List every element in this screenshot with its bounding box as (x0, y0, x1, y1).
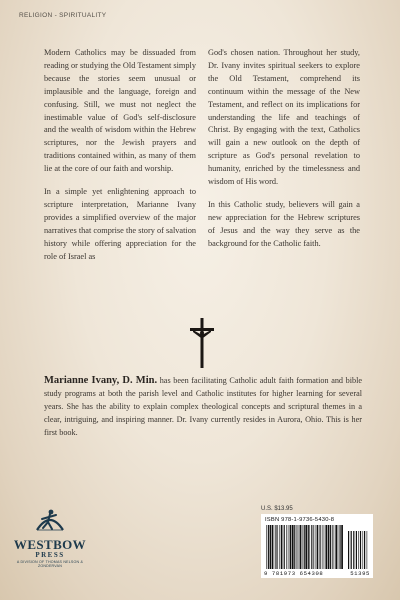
barcode (261, 514, 373, 578)
blurb-paragraph: In a simple yet enlightening approach to scripture interpretation, Marianne Ivany provides a simplified overview of the major narratives that comprise the story of salvation history while offering appreciation for the role of Israel as (44, 187, 196, 261)
blurb-paragraph: In this Catholic study, believers will gain a new appreciation for the Hebrew scriptures of Jesus and the way they serve as the background for the Catholic faith. (208, 199, 360, 248)
publisher-name: WESTBOW (13, 537, 87, 552)
category-label: RELIGION - SPIRITUALITY (19, 12, 107, 19)
author-bio-text: has been facilitating Catholic adult faith formation and bible study programs at both the parish level and Catholic institutes for higher learning for several years. She has the ability to explain complex theological concepts and scriptural themes in a clear, intriguing, and inspiring manner. Dr. Ivany currently resides in Aurora, Ohio. This is her first book. (44, 376, 362, 437)
crucifix-icon (190, 318, 214, 368)
barcode-bars (264, 525, 370, 569)
publisher-logo (8, 506, 92, 596)
barcode-addon: 51395 (350, 570, 370, 577)
westbow-logo-icon (33, 506, 67, 536)
ean-digits (264, 570, 370, 577)
ean-number: 9 781973 654308 (264, 570, 324, 577)
price-label: U.S. $13.95 (261, 506, 293, 512)
author-name: Marianne Ivany, D. Min. (44, 375, 158, 386)
blurb-paragraph: Modern Catholics may be dissuaded from reading or studying the Old Testament simply because the stories seem unusual or implausible and the language, foreign and confusing. Still, we must not neglect the inestimable value of God's self-disclosure and the wealth of wisdom within the Hebrew scriptures, nor the Jewish prayers and traditions contained within, as many of them lie at the core of our faith and worship. (44, 48, 196, 174)
publisher-press: PRESS (35, 551, 65, 559)
author-bio (44, 374, 362, 439)
blurb-paragraph: God's chosen nation. Throughout her study, Dr. Ivany invites spiritual seekers to explore the Old Testament, comprehend its continuum within the message of the New Testament, and reflect on its implications for understanding the life and teachings of Christ. By engaging with the text, Catholics will gain a new outlook on the depth of scripture as God's personal revelation to humanity, enriched by the timelessness and wisdom of His word. (208, 48, 360, 187)
publisher-tagline: A DIVISION OF THOMAS NELSON & ZONDERVAN (16, 560, 84, 568)
blurb-column-left (44, 47, 196, 274)
isbn-text: ISBN 978-1-9736-5430-8 (265, 517, 335, 523)
blurb-column-right (208, 47, 360, 261)
